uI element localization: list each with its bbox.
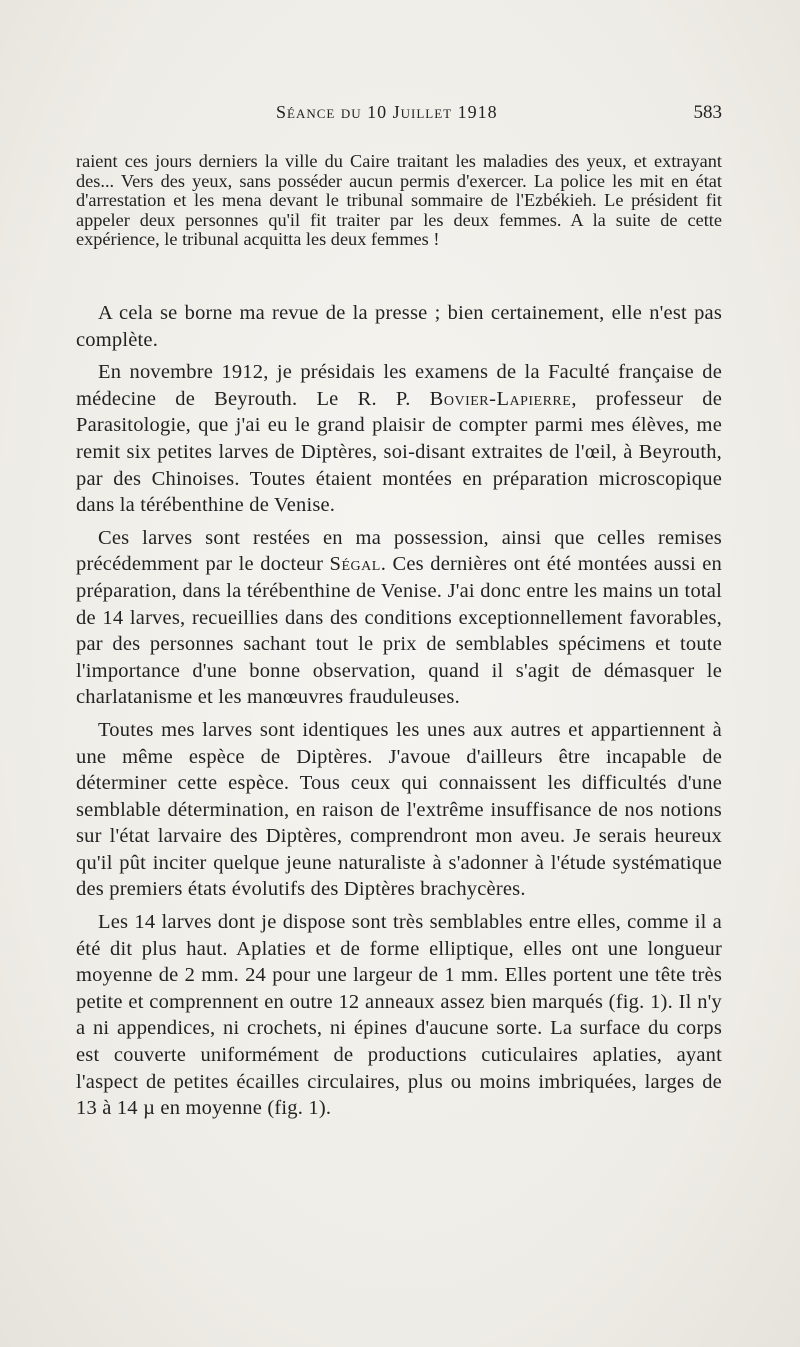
paragraph-2: [76, 359, 722, 519]
paragraph-3: [76, 525, 722, 711]
main-text: [76, 300, 722, 1128]
author-name-bovier-lapierre: Bovier-Lapierre: [429, 387, 572, 410]
paragraph-5: Les 14 larves dont je dispose sont très semblables entre elles, comme il a été dit plus haut. Aplaties et de forme elliptique, elles ont une longueur moyenne de 2 mm. 24 pour une largeur de 1 mm. Elles portent une tête très petite et comprennent en outre 12 anneaux assez bien marqués (fig. 1). Il n'y a ni appendices, ni crochets, ni épines d'aucune sorte. La surface du corps est couverte uniformément de productions cuticulaires aplaties, ayant l'aspect de petites écailles circulaires, plus ou moins imbriquées, larges de 13 à 14 µ en moyenne (fig. 1).: [76, 911, 722, 1120]
author-name-segal: Ségal: [329, 553, 381, 576]
quoted-press-excerpt: [76, 152, 722, 250]
page-number: 583: [693, 102, 722, 123]
paragraph-3-part-2: . Ces dernières ont été montées aussi en préparation, dans la térébenthine de Venise. J'ai donc entre les mains un total de 14 larves, recueillies dans des conditions exceptionnellement favorables, par des personnes sachant tout le prix de semblables spécimens et toute l'importance d'une bonne observation, quand il s'agit de démasquer le charlatanisme et les manœuvres frauduleuses.: [76, 553, 722, 709]
paragraph-3-part-1: Ces larves sont restées en ma possession, ainsi que celles remises précédemment par le docteur: [76, 526, 722, 576]
quote-paragraph: raient ces jours derniers la ville du Caire traitant les maladies des yeux, et extrayant des... Vers des yeux, sans posséder aucun permis d'exercer. La police les mit en état d'arrestation et les mena devant le tribunal sommaire de l'Ezbékieh. Le président fit appeler deux personnes qu'il fit traiter par les deux femmes. A la suite de cette expérience, le tribunal acquitta les deux femmes !: [76, 151, 722, 250]
paragraph-4: Toutes mes larves sont identiques les unes aux autres et appartiennent à une même espèce de Diptères. J'avoue d'ailleurs être incapable de déterminer cette espèce. Tous ceux qui connaissent les difficultés d'une semblable détermination, en raison de l'extrême insuffisance de nos notions sur l'état larvaire des Diptères, comprendront mon aveu. Je serais heureux qu'il pût inciter quelque jeune naturaliste à s'adonner à l'étude systématique des premiers états évolutifs des Diptères brachycères.: [76, 718, 722, 901]
running-title: Séance du 10 Juillet 1918: [276, 102, 498, 122]
page-header: [76, 102, 722, 132]
paragraph-2-part-2: , professeur de Parasitologie, que j'ai eu le grand plaisir de compter parmi mes élèves, me remit six petites larves de Diptères, soi-disant extraites de l'œil, à Beyrouth, par des Chinoises. Toutes étaient montées en préparation microscopique dans la térébenthine de Venise.: [76, 387, 722, 517]
paragraph-2-part-1: En novembre 1912, je présidais les examens de la Faculté française de médecine de Beyrouth. Le R. P.: [76, 361, 722, 410]
paragraph-1: A cela se borne ma revue de la presse ; bien certainement, elle n'est pas complète.: [76, 302, 722, 351]
